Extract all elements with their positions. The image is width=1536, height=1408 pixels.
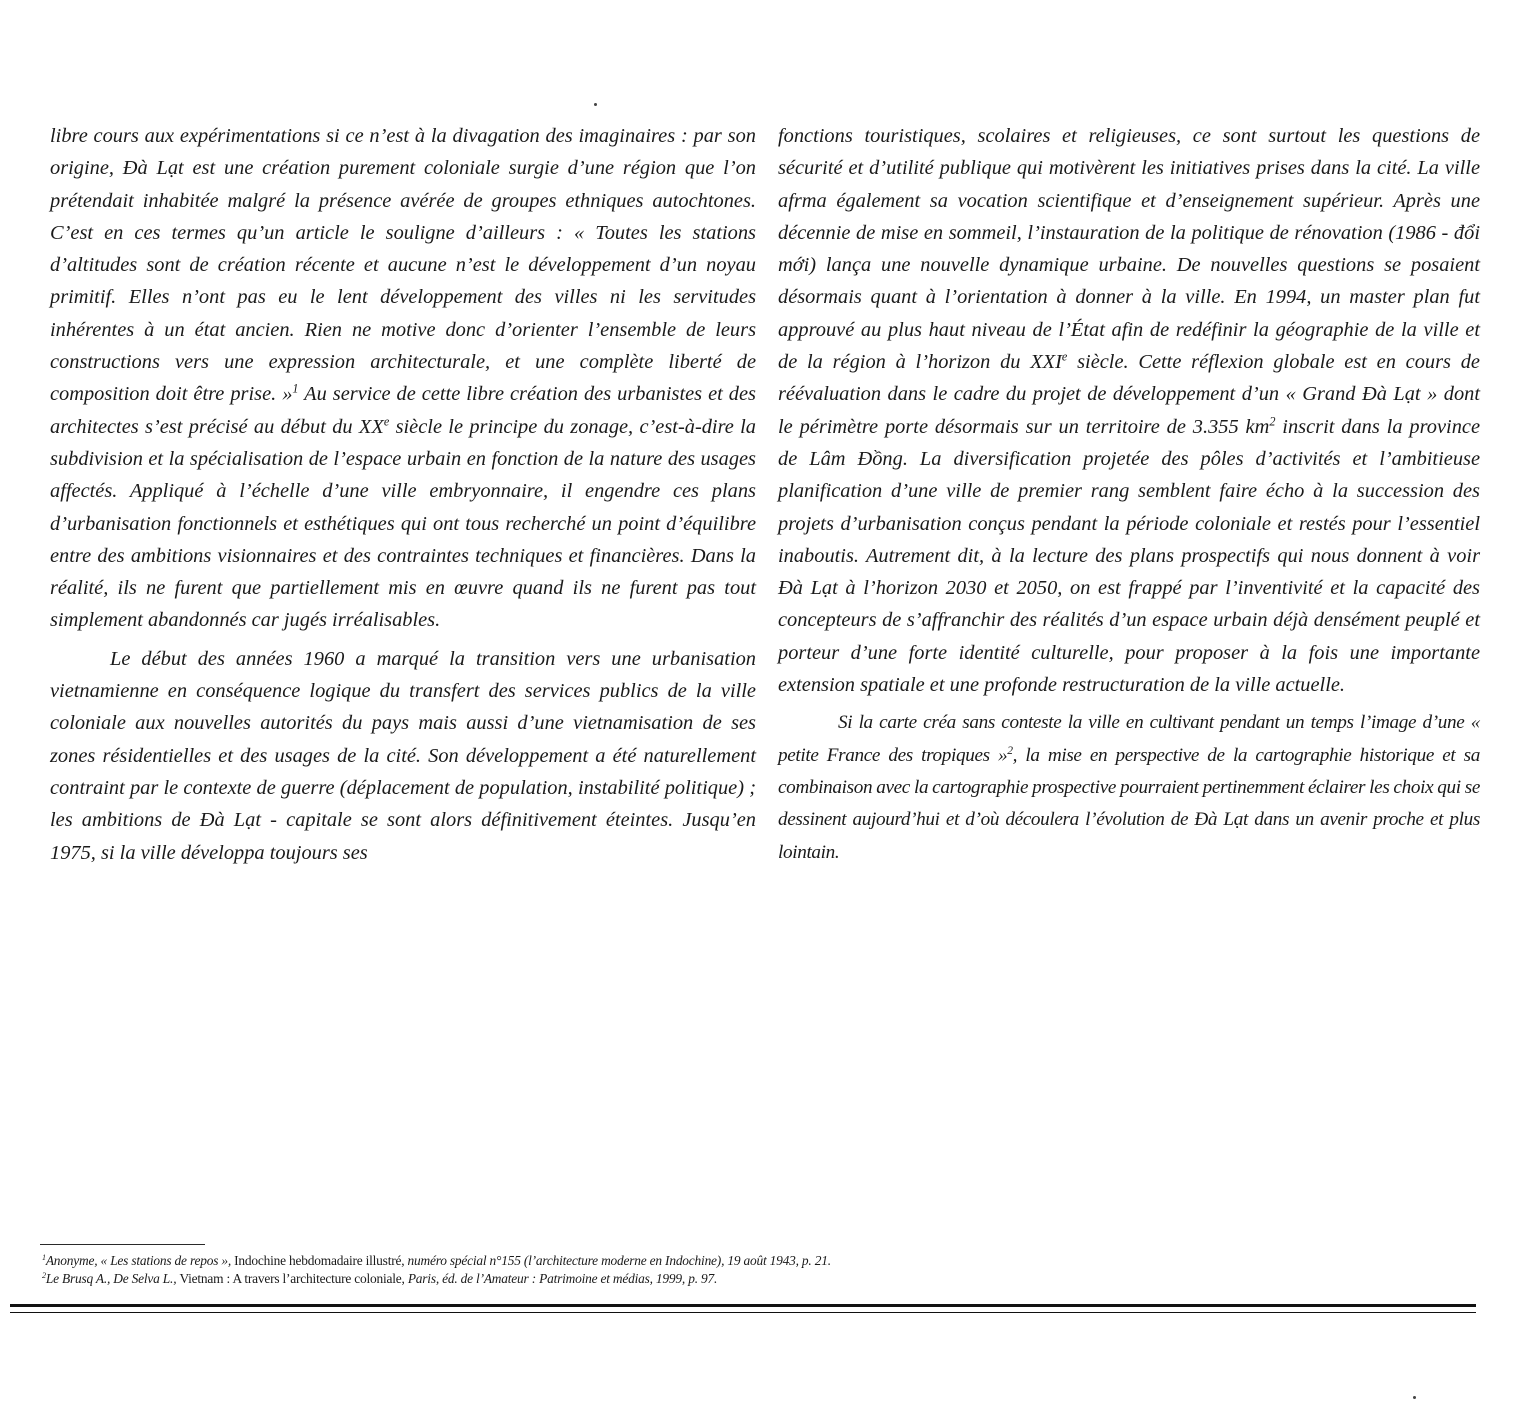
- text-run: , la mise en perspective de la cartographie historique et sa combinaison avec la cartographie prospective pourraient pertinemment éclairer les choix qui se dessinent aujourd’hui et d’où découlera l’évolution de Đà Lạt dans un avenir proche et plus lointain.: [778, 744, 1480, 863]
- right-paragraph-2: [778, 707, 1480, 868]
- area-superscript: 2: [1269, 414, 1276, 429]
- text-run: inscrit dans la province de Lâm Đồng. La diversification projetée des pôles d’activités et l’ambitieuse planification d’une ville de premier rang semblent faire écho à la succession des projets d’urbanisation conçus pendant la période coloniale et restés pour l’essentiel inaboutis. Autrement dit, à la lecture des plans prospectifs qui nous donnent à voir Đà Lạt à l’horizon 2030 et 2050, on est frappé par l’inventivité et la capacité des concepteurs de s’affranchir des réalités d’un espace urbain déjà densément peuplé et porteur d’une forte identité culturelle, pour proposer à la fois une importante extension spatiale et une profonde restructuration de la ville actuelle.: [778, 415, 1480, 697]
- text-run: Au service de cette libre création des urbanistes et des architectes s’est précisé au début du XX: [50, 383, 756, 438]
- left-paragraph-2: Le début des années 1960 a marqué la transition vers une urbanisation vietnamienne en conséquence logique du transfert des services publics de la ville coloniale aux nouvelles autorités du pays mais aussi d’une vietnamisation de ses zones résidentielles et des usages de la cité. Son développement a été naturellement contraint par le contexte de guerre (déplacement de population, instabilité politique) ; les ambitions de Đà Lạt - capitale se sont alors définitivement éteintes. Jusqu’en 1975, si la ville développa toujours ses: [50, 647, 756, 864]
- scan-speck: [1413, 1396, 1416, 1399]
- scan-speck: [594, 103, 597, 106]
- footnote-text: Paris, éd. de l’Amateur : Patrimoine et médias, 1999, p. 97.: [407, 1271, 718, 1286]
- footnote-2: [42, 1270, 1482, 1288]
- footnote-ref-2[interactable]: 2: [1007, 744, 1013, 757]
- text-run: Si la carte créa sans conteste la ville en cultivant pendant un temps l’image d’une « petite France des tropiques »: [778, 712, 1480, 766]
- footnote-number: 1: [42, 1253, 46, 1263]
- footnote-number: 2: [42, 1271, 46, 1281]
- text-run: fonctions touristiques, scolaires et religieuses, ce sont surtout les questions de sécurité et d’utilité publique qui motivèrent les initiatives prises dans la cité. La ville afrma également sa vocation scientifique et d’enseignement supérieur. Après une décennie de mise en sommeil, l’instauration de la politique de rénovation (1986 - đổi mới) lança une nouvelle dynamique urbaine. De nouvelles questions se posaient désormais quant à l’orientation à donner à la ville. En 1994, un master plan fut approuvé au plus haut niveau de l’État afin de redéfinir la géographie de la ville et de la région à l’horizon du XXI: [778, 125, 1480, 374]
- century-superscript: e: [1061, 349, 1068, 364]
- bottom-rule-thin: [10, 1312, 1476, 1313]
- bottom-rule-thick: [10, 1304, 1476, 1307]
- footnote-text: Le Brusq A., De Selva L.,: [45, 1271, 180, 1286]
- right-paragraph-1: [778, 120, 1480, 701]
- text-run: siècle le principe du zonage, c’est-à-dire la subdivision et la spécialisation de l’espace urbain en fonction de la nature des usages affectés. Appliqué à l’échelle d’une ville embryonnaire, il engendre ces plans d’urbanisation fonctionnels et esthétiques qui ont tous recherché un point d’équilibre entre des ambitions visionnaires et des contraintes techniques et financières. Dans la réalité, ils ne furent que partiellement mis en œuvre quand ils ne furent pas tout simplement abandonnés car jugés irréalisables.: [50, 415, 756, 632]
- footnote-title: Indochine hebdomadaire illustré,: [234, 1253, 408, 1268]
- footnote-title: Vietnam : A travers l’architecture coloniale,: [179, 1271, 408, 1286]
- text-run: siècle. Cette réflexion globale est en cours de réévaluation dans le cadre du projet de développement d’un « Grand Đà Lạt » dont le périmètre porte désormais sur un territoire de 3.355 km: [778, 351, 1480, 438]
- footnote-ref-1[interactable]: 1: [292, 382, 299, 397]
- footnote-1: [42, 1252, 1482, 1270]
- footnote-separator: [40, 1244, 205, 1245]
- footnote-text: Anonyme, « Les stations de repos »,: [45, 1253, 235, 1268]
- footnotes: [42, 1252, 1482, 1288]
- text-run: libre cours aux expérimentations si ce n’est à la divagation des imaginaires : par son origine, Đà Lạt est une création purement coloniale surgie d’une région que l’on prétendait inhabitée malgré la présence avérée de groupes ethniques autochtones. C’est en ces termes qu’un article le souligne d’ailleurs : « Toutes les stations d’altitudes sont de création récente et aucune n’est le développement d’un noyau primitif. Elles n’ont pas eu le lent développement des villes ni les servitudes inhérentes à un état ancien. Rien ne motive donc d’orienter l’ensemble de leurs constructions vers une expression architecturale, et une complète liberté de composition doit être prise. »: [50, 125, 756, 406]
- century-superscript: e: [383, 414, 390, 429]
- footnote-text: numéro spécial n°155 (l’architecture moderne en Indochine), 19 août 1943, p. 21.: [407, 1253, 831, 1268]
- left-paragraph-1: [50, 120, 756, 637]
- right-text-column: [778, 120, 1480, 869]
- left-text-column: [50, 120, 756, 869]
